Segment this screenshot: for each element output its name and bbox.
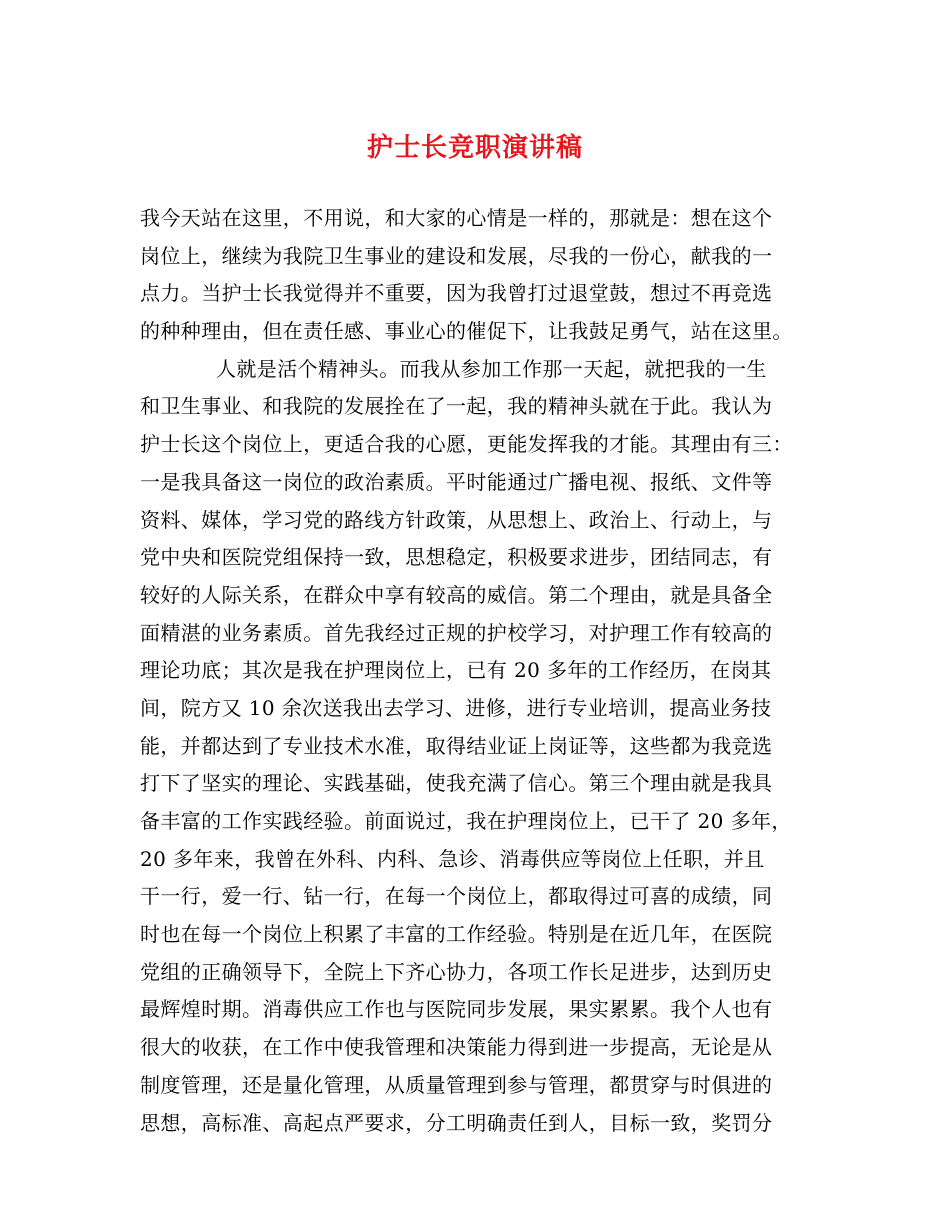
document-body [140, 200, 820, 1142]
body-line: 党组的正确领导下，全院上下齐心协力，各项工作长足进步，达到历史 [140, 959, 773, 984]
body-line: 20 多年来，我曾在外科、内科、急诊、消毒供应等岗位上任职，并且 [140, 846, 765, 871]
document-title: 护士长竞职演讲稿 [366, 133, 583, 163]
body-line: 点力。当护士长我觉得并不重要，因为我曾打过退堂鼓，想过不再竞选 [140, 281, 773, 306]
body-line: 岗位上，继续为我院卫生事业的建设和发展，尽我的一份心，献我的一 [140, 243, 773, 268]
body-line: 一是我具备这一岗位的政治素质。平时能通过广播电视、报纸、文件等 [140, 469, 773, 494]
body-line: 时也在每一个岗位上积累了丰富的工作经验。特别是在近几年，在医院 [140, 922, 773, 947]
body-line: 能，并都达到了专业技术水准，取得结业证上岗证等，这些都为我竞选 [140, 733, 773, 758]
body-line: 思想，高标准、高起点严要求，分工明确责任到人，目标一致，奖罚分 [140, 1110, 773, 1135]
body-line: 间，院方又 10 余次送我出去学习、进修，进行专业培训，提高业务技 [140, 695, 772, 720]
body-line: 打下了坚实的理论、实践基础，使我充满了信心。第三个理由就是我具 [140, 771, 773, 796]
body-line: 备丰富的工作实践经验。前面说过，我在护理岗位上，已干了 20 多年， [140, 809, 792, 833]
body-line: 最辉煌时期。消毒供应工作也与医院同步发展，果实累累。我个人也有 [140, 997, 773, 1022]
body-line: 较好的人际关系，在群众中享有较高的威信。第二个理由，就是具备全 [140, 582, 773, 607]
body-line: 干一行，爱一行、钻一行，在每一个岗位上，都取得过可喜的成绩，同 [140, 884, 773, 909]
body-line: 很大的收获，在工作中使我管理和决策能力得到进一步提高，无论是从 [140, 1035, 773, 1060]
body-line: 制度管理，还是量化管理，从质量管理到参与管理，都贯穿与时俱进的 [140, 1072, 773, 1097]
body-line: 护士长这个岗位上，更适合我的心愿，更能发挥我的才能。其理由有三： [140, 432, 793, 457]
body-line: 我今天站在这里，不用说，和大家的心情是一样的，那就是：想在这个 [140, 206, 773, 230]
body-line: 面精湛的业务素质。首先我经过正规的护校学习，对护理工作有较高的 [140, 620, 773, 645]
body-line: 理论功底；其次是我在护理岗位上，已有 20 多年的工作经历，在岗其 [140, 658, 772, 683]
body-line-indented: 人就是活个精神头。而我从参加工作那一天起，就把我的一生 [216, 356, 767, 381]
body-line: 资料、媒体，学习党的路线方针政策，从思想上、政治上、行动上，与 [140, 507, 773, 532]
body-line: 的种种理由，但在责任感、事业心的催促下，让我鼓足勇气，站在这里。 [140, 319, 793, 344]
body-line: 党中央和医院党组保持一致，思想稳定，积极要求进步，团结同志，有 [140, 545, 773, 570]
body-line: 和卫生事业、和我院的发展拴在了一起，我的精神头就在于此。我认为 [140, 394, 773, 419]
